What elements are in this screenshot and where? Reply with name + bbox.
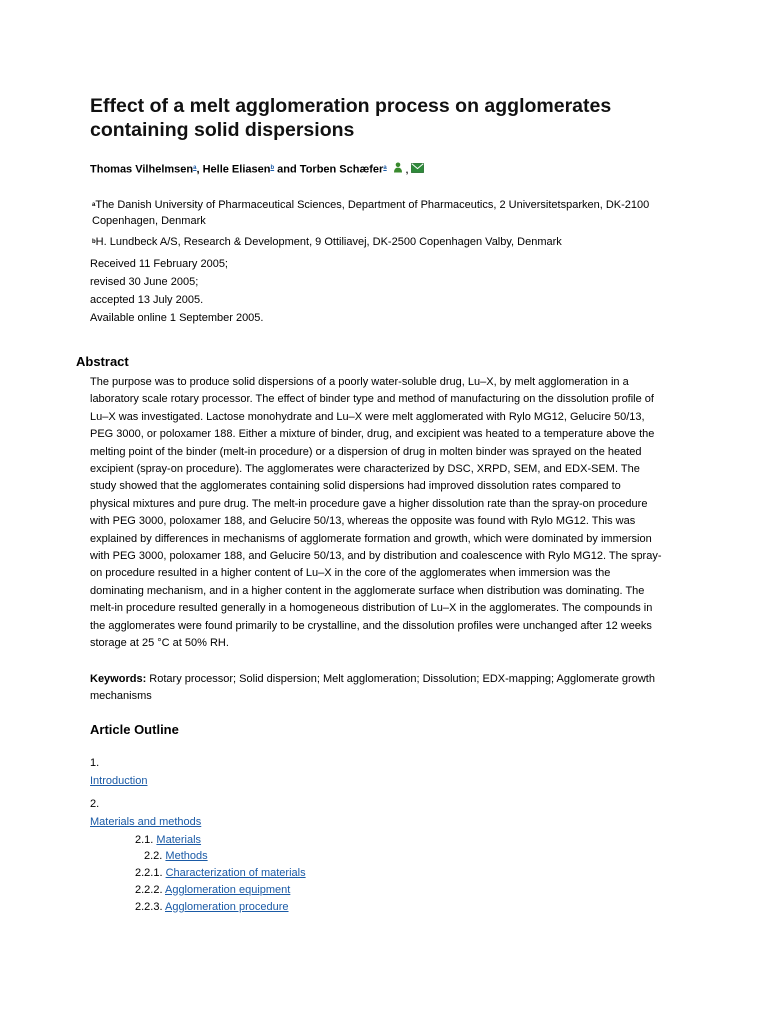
article-title: Effect of a melt agglomeration process on agglomerates containing solid dispersions	[90, 95, 612, 141]
outline-number: 2.1.	[135, 834, 154, 846]
outline-link-characterization-of-materials[interactable]: Characterization of materials	[165, 867, 306, 879]
person-icon[interactable]	[393, 162, 403, 173]
outline-number: 1.	[90, 757, 100, 769]
outline-item-agglomeration-procedure	[135, 900, 289, 914]
outline-link-agglomeration-equipment[interactable]: Agglomeration equipment	[164, 884, 291, 896]
abstract-heading: Abstract	[76, 354, 129, 369]
keywords-text: Rotary processor; Solid dispersion; Melt agglomeration; Dissolution; EDX-mapping; Agglomerate growth mechanisms	[90, 673, 655, 702]
author-name[interactable]: Torben Schæfer	[299, 163, 384, 176]
accepted-date: accepted 13 July 2005.	[90, 294, 204, 306]
abstract-line: Lu–X was investigated. Lactose monohydrate and Lu–X were melt agglomerated with Rylo MG12, Gelucire 50/13,	[90, 410, 645, 423]
abstract-line: melt-in procedure resulted generally in a homogeneous distribution of Lu–X in the agglomerates. The compounds in	[90, 602, 653, 615]
affiliation	[92, 197, 682, 229]
outline-link-materials-and-methods[interactable]: Materials and methods	[90, 816, 202, 828]
affiliation-text: H. Lundbeck A/S, Research & Development, 9 Ottiliavej, DK-2500 Copenhagen Valby, Denmark	[95, 236, 562, 248]
outline-item-introduction	[90, 774, 147, 788]
abstract-line: study showed that the agglomerates containing solid dispersions had improved dissolution rates compared to	[90, 480, 621, 493]
article-history	[90, 255, 263, 327]
keywords	[90, 671, 680, 705]
abstract-body	[90, 374, 680, 653]
available-online-date: Available online 1 September 2005.	[90, 312, 264, 324]
author-name[interactable]: Thomas Vilhelmsen	[90, 163, 194, 176]
abstract-line: melting point of the binder (melt-in procedure) or a dispersion of drug in molten binder was sprayed on the heated	[90, 445, 642, 458]
abstract-line: storage at 25 °C at 50% RH.	[90, 637, 229, 650]
abstract-line: PEG 3000, or poloxamer 188. Either a mixture of binder, drug, and excipient was heated to a temperature above the	[90, 428, 655, 441]
author-affiliation-link[interactable]: a	[193, 165, 197, 171]
outline-number: 2.2.	[144, 850, 163, 862]
outline-number: 2.2.3.	[135, 901, 163, 913]
author-separator: ,	[196, 163, 203, 176]
author-affiliation-link[interactable]: a	[383, 165, 387, 171]
outline-number: 2.	[90, 798, 100, 810]
contact-icons	[393, 162, 425, 177]
abstract-line: laboratory scale rotary processor. The effect of binder type and method of manufacturing on the dissolution profile of	[90, 393, 654, 406]
affiliation-marker: b	[92, 239, 96, 245]
mail-icon[interactable]	[411, 163, 424, 173]
abstract-line: on procedure resulted in a higher content of Lu–X in the core of the agglomerates when immersion was the	[90, 567, 611, 580]
outline-number: 2.2.1.	[135, 867, 163, 879]
abstract-line: with PEG 3000, poloxamer 188, and Gelucire 50/13, whereas the opposite was found with Rylo MG12. This was	[90, 515, 636, 528]
author-affiliation-link[interactable]: b	[270, 165, 275, 171]
abstract-line: with PEG 3000, poloxamer 188, and Gelucire 50/13, and by distribution and coalescence with Rylo MG12. The spray-	[90, 550, 662, 563]
author-separator: and	[274, 163, 300, 176]
author-list	[90, 162, 424, 177]
abstract-line: The purpose was to produce solid dispersions of a poorly water-soluble drug, Lu–X, by melt agglomeration in a	[90, 376, 629, 388]
outline-link-introduction[interactable]: Introduction	[90, 775, 148, 787]
author-name[interactable]: Helle Eliasen	[202, 163, 271, 176]
outline-link-methods[interactable]: Methods	[165, 850, 208, 862]
abstract-line: explained by differences in mechanisms of agglomerate formation and growth, which were dominated by immersion	[90, 532, 652, 545]
outline-item-agglomeration-equipment	[135, 883, 290, 897]
article-outline-heading: Article Outline	[90, 722, 179, 737]
outline-item-materials	[135, 833, 201, 847]
affiliation-text: The Danish University of Pharmaceutical Sciences, Department of Pharmaceutics, 2 Universitetsparken, DK-2100 Copenhagen, Denmark	[92, 199, 650, 227]
received-date: Received 11 February 2005;	[90, 258, 228, 270]
outline-item-characterization-of-materials	[135, 866, 306, 880]
outline-link-agglomeration-procedure[interactable]: Agglomeration procedure	[164, 901, 289, 913]
outline-number: 2.2.2.	[135, 884, 163, 896]
outline-item-materials-and-methods	[90, 815, 201, 829]
revised-date: revised 30 June 2005;	[90, 276, 199, 288]
outline-link-materials[interactable]: Materials	[156, 834, 202, 846]
abstract-line: excipient (spray-on procedure). The agglomerates were characterized by DSC, XRPD, SEM, and EDX-SEM. The	[90, 463, 640, 476]
icon-separator: ,	[405, 165, 409, 175]
abstract-line: dominating mechanism, and in a higher content in the agglomerate surface when distribution was dominating. The	[90, 584, 645, 597]
keywords-label: Keywords:	[90, 673, 147, 685]
affiliation-marker: a	[92, 202, 96, 208]
abstract-line: physical mixtures and pure drug. The melt-in procedure gave a higher dissolution rate than the spray-on procedure	[90, 497, 648, 510]
abstract-line: the agglomerates were found primarily to be crystalline, and the dissolution profiles were unchanged after 12 weeks	[90, 619, 652, 632]
outline-item-methods	[144, 849, 208, 863]
affiliation	[92, 234, 682, 250]
